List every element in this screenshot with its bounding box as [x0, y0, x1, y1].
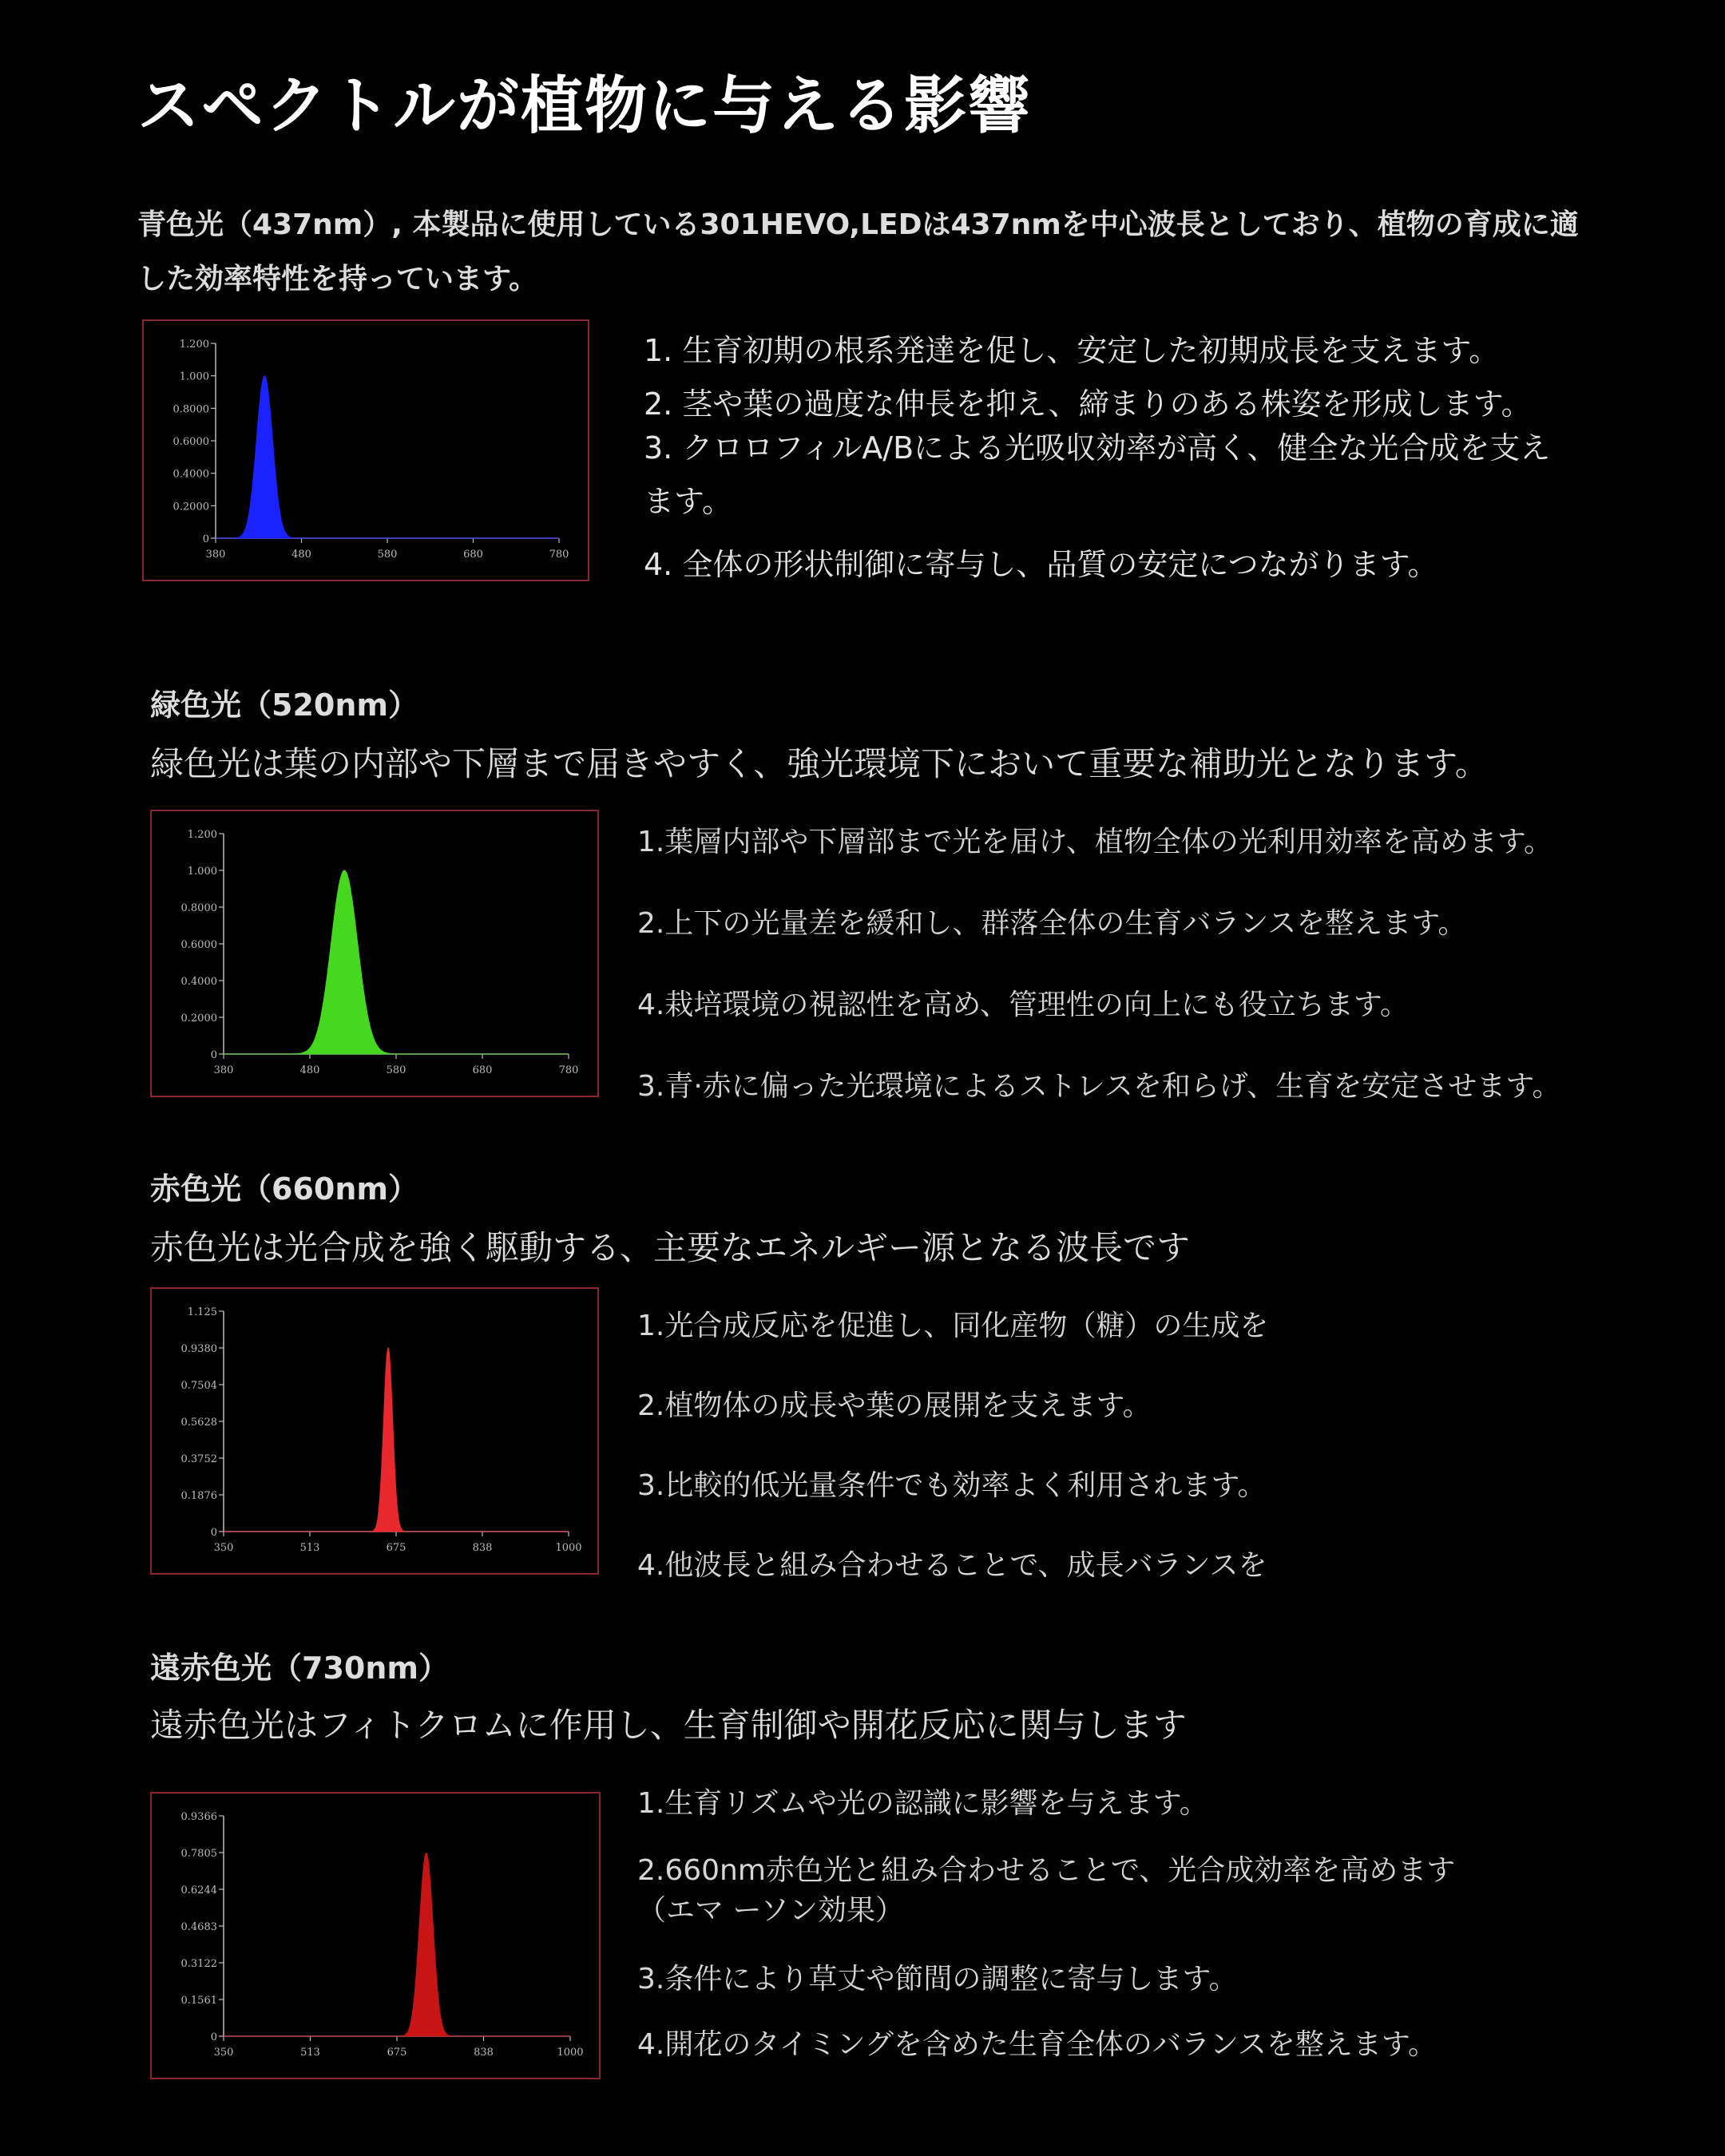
- green-point-3: 4.栽培環境の視認性を高め、管理性の向上にも役立ちます。: [637, 989, 1410, 1021]
- red-point-2: 2.植物体の成長や葉の展開を支えます。: [637, 1389, 1152, 1422]
- spectrum-peak-area: [224, 1347, 569, 1532]
- y-tick-label: 0.5628: [180, 1417, 217, 1429]
- y-tick-label: 0.4000: [172, 468, 209, 481]
- y-tick-label: 0.9380: [180, 1343, 217, 1355]
- y-tick-label: 0.7805: [180, 1848, 217, 1860]
- red-heading: 赤色光（660nm）: [150, 1171, 418, 1207]
- x-tick-label: 675: [386, 1542, 406, 1554]
- x-tick-label: 480: [299, 1064, 320, 1076]
- y-tick-label: 1.125: [187, 1306, 217, 1318]
- y-tick-label: 0.8000: [180, 902, 217, 914]
- x-tick-label: 513: [300, 2047, 320, 2059]
- farred-point-3: 3.条件により草丈や節間の調整に寄与します。: [637, 1963, 1238, 1995]
- green-point-1: 1.葉層内部や下層部まで光を届け、植物全体の光利用効率を高めます。: [637, 826, 1553, 858]
- spectrum-peak-area: [224, 1853, 570, 2036]
- farred-point-2: 2.660nm赤色光と組み合わせることで、光合成効率を高めます（エマ ーソン効果）: [637, 1854, 1456, 1927]
- y-tick-label: 0.3752: [180, 1453, 217, 1465]
- x-tick-label: 513: [299, 1542, 320, 1554]
- y-tick-label: 0: [210, 2031, 217, 2043]
- x-tick-label: 838: [472, 1542, 493, 1554]
- blue-point-3: 3. クロロフィルA/Bによる光吸収効率が高く、健全な光合成を支えます。: [644, 430, 1551, 519]
- y-tick-label: 1.200: [187, 829, 217, 841]
- farred-point-4: 4.開花のタイミングを含めた生育全体のバランスを整えます。: [637, 2028, 1437, 2061]
- blue-light-intro: 青色光（437nm）, 本製品に使用している301HEVO,LEDは437nmを中心波長としており、植物の育成に適した効率特性を持っています。: [137, 208, 1579, 295]
- y-tick-label: 0: [202, 533, 209, 545]
- x-tick-label: 680: [463, 549, 483, 561]
- x-tick-label: 580: [377, 549, 398, 561]
- x-tick-label: 350: [213, 2047, 234, 2059]
- y-tick-label: 1.000: [187, 866, 217, 878]
- y-tick-label: 0: [210, 1049, 217, 1061]
- red-lead: 赤色光は光合成を強く駆動する、主要なエネルギー源となる波長です: [150, 1228, 1191, 1267]
- y-tick-label: 0.7504: [180, 1380, 217, 1392]
- x-tick-label: 350: [213, 1542, 234, 1554]
- farred-heading: 遠赤色光（730nm）: [150, 1651, 449, 1686]
- x-tick-label: 580: [386, 1064, 406, 1076]
- x-tick-label: 680: [472, 1064, 493, 1076]
- x-tick-label: 1000: [557, 2047, 584, 2059]
- blue-point-2: 2. 茎や葉の過度な伸長を抑え、締まりのある株姿を形成します。: [644, 386, 1532, 422]
- x-tick-label: 480: [291, 549, 311, 561]
- y-tick-label: 0.9366: [180, 1811, 217, 1823]
- red-point-1: 1.光合成反応を促進し、同化産物（糖）の生成を: [637, 1310, 1269, 1342]
- green-spectrum-chart: [150, 810, 599, 1097]
- y-tick-label: 1.000: [179, 371, 209, 383]
- y-tick-label: 0.6000: [180, 939, 217, 951]
- x-tick-label: 380: [213, 1064, 234, 1076]
- page-title: スペクトルが植物に与える影響: [137, 69, 1033, 142]
- blue-point-4: 4. 全体の形状制御に寄与し、品質の安定につながります。: [644, 547, 1438, 582]
- x-tick-label: 780: [549, 549, 569, 561]
- x-tick-label: 780: [558, 1064, 579, 1076]
- red-spectrum-chart: [150, 1287, 599, 1575]
- farred-spectrum-chart: [150, 1792, 601, 2079]
- x-tick-label: 838: [474, 2047, 494, 2059]
- y-tick-label: 0.2000: [180, 1013, 217, 1024]
- x-tick-label: 1000: [555, 1542, 582, 1554]
- green-heading: 緑色光（520nm）: [150, 688, 418, 723]
- green-point-2: 2.上下の光量差を緩和し、群落全体の生育バランスを整えます。: [637, 907, 1467, 940]
- y-tick-label: 0.3122: [180, 1958, 217, 1970]
- y-tick-label: 0.6244: [180, 1885, 217, 1896]
- farred-point-1: 1.生育リズムや光の認識に影響を与えます。: [637, 1787, 1208, 1820]
- red-point-4: 4.他波長と組み合わせることで、成長バランスを: [637, 1549, 1267, 1582]
- y-tick-label: 0.6000: [172, 436, 209, 448]
- y-tick-label: 0.4683: [180, 1921, 217, 1933]
- x-tick-label: 380: [205, 549, 226, 561]
- x-tick-label: 675: [387, 2047, 407, 2059]
- y-tick-label: 1.200: [179, 339, 209, 351]
- y-tick-label: 0: [210, 1527, 217, 1539]
- green-point-4: 3.青·赤に偏った光環境によるストレスを和らげ、生育を安定させます。: [637, 1070, 1561, 1103]
- y-tick-label: 0.1876: [180, 1490, 217, 1502]
- y-tick-label: 0.4000: [180, 976, 217, 988]
- red-point-3: 3.比較的低光量条件でも効率よく利用されます。: [637, 1469, 1267, 1502]
- farred-lead: 遠赤色光はフィトクロムに作用し、生育制御や開花反応に関与します: [150, 1706, 1187, 1745]
- spectrum-peak-area: [216, 376, 559, 538]
- y-tick-label: 0.1561: [180, 1995, 217, 2007]
- spectrum-peak-area: [224, 870, 569, 1054]
- blue-spectrum-chart: [142, 319, 589, 581]
- y-tick-label: 0.8000: [172, 403, 209, 416]
- y-tick-label: 0.2000: [172, 501, 209, 513]
- green-lead: 緑色光は葉の内部や下層まで届きやすく、強光環境下において重要な補助光となります。: [150, 744, 1489, 783]
- blue-point-1: 1. 生育初期の根系発達を促し、安定した初期成長を支えます。: [644, 333, 1500, 368]
